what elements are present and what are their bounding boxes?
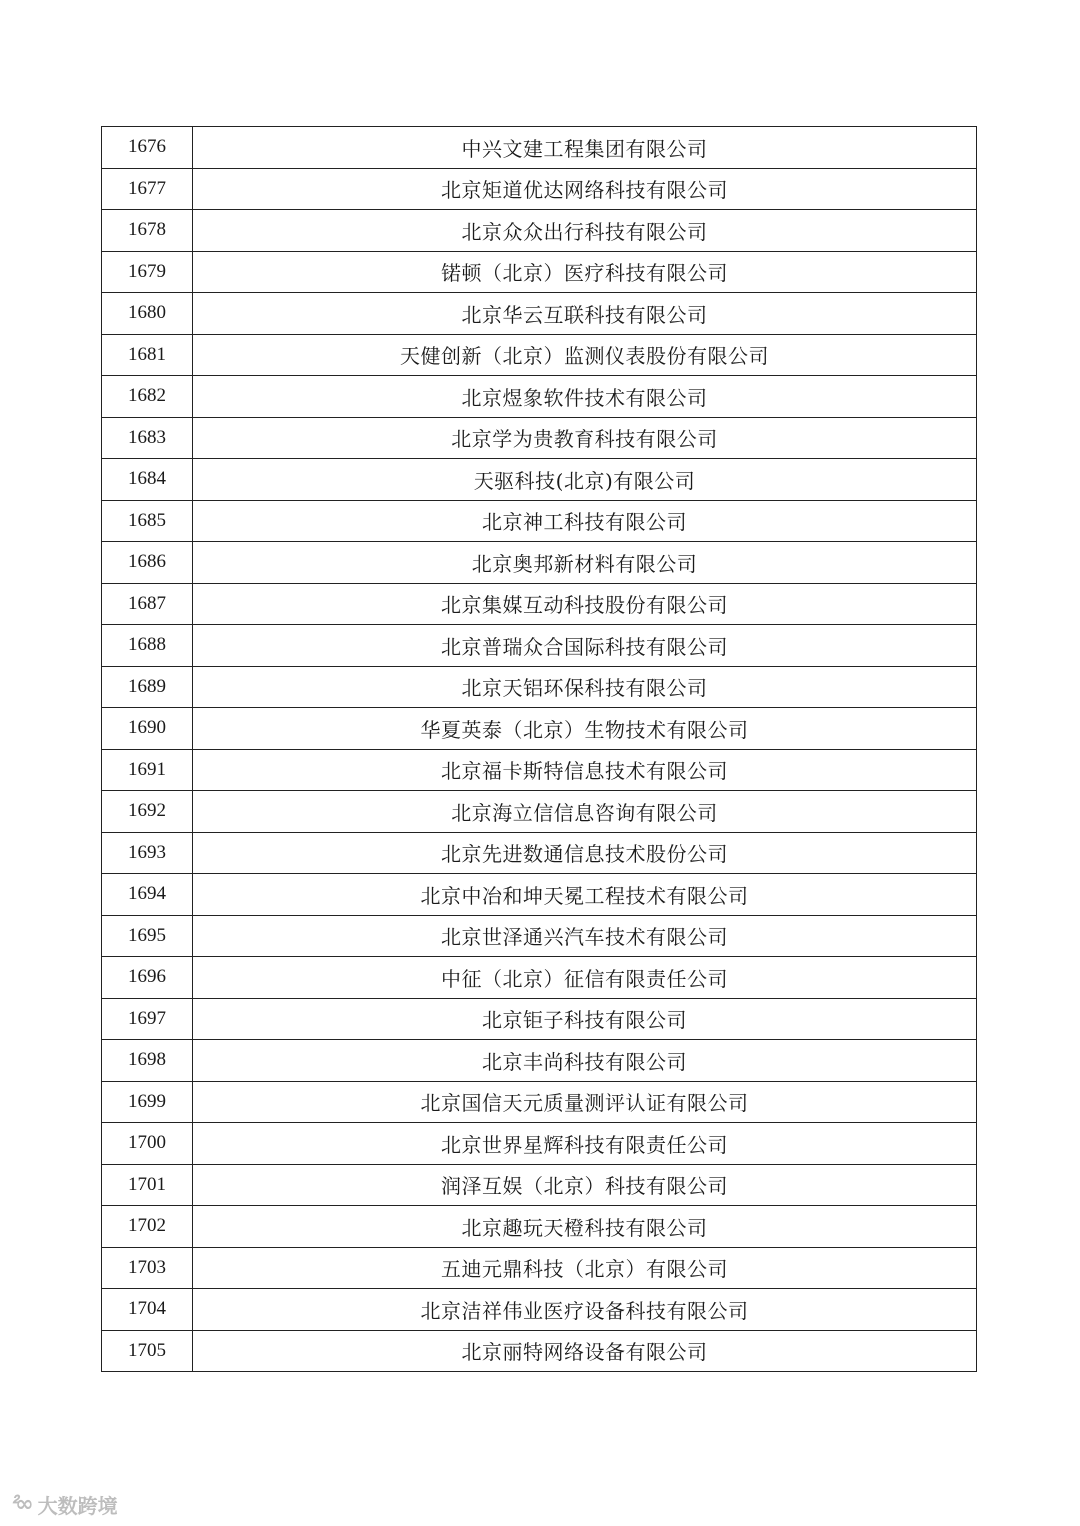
row-number: 1685 (102, 500, 193, 542)
table-row (102, 251, 977, 293)
table-row (102, 1164, 977, 1206)
table-row (102, 998, 977, 1040)
table-row (102, 583, 977, 625)
row-number: 1680 (102, 293, 193, 335)
row-number: 1686 (102, 542, 193, 584)
table-row (102, 459, 977, 501)
row-number: 1693 (102, 832, 193, 874)
row-number: 1705 (102, 1330, 193, 1372)
table-row (102, 293, 977, 335)
row-number: 1702 (102, 1206, 193, 1248)
company-name: 北京洁祥伟业医疗设备科技有限公司 (193, 1289, 977, 1331)
row-number: 1690 (102, 708, 193, 750)
row-number: 1701 (102, 1164, 193, 1206)
row-number: 1681 (102, 334, 193, 376)
company-name: 北京钜子科技有限公司 (193, 998, 977, 1040)
company-name: 北京矩道优达网络科技有限公司 (193, 168, 977, 210)
table-row (102, 1247, 977, 1289)
table-row (102, 542, 977, 584)
company-name: 润泽互娱（北京）科技有限公司 (193, 1164, 977, 1206)
watermark (10, 1490, 118, 1519)
row-number: 1704 (102, 1289, 193, 1331)
row-number: 1687 (102, 583, 193, 625)
row-number: 1677 (102, 168, 193, 210)
row-number: 1699 (102, 1081, 193, 1123)
table-row (102, 832, 977, 874)
watermark-text: 大数跨境 (37, 1494, 118, 1518)
company-name: 中征（北京）征信有限责任公司 (193, 957, 977, 999)
company-name: 北京国信天元质量测评认证有限公司 (193, 1081, 977, 1123)
company-name: 锘顿（北京）医疗科技有限公司 (193, 251, 977, 293)
table-row (102, 791, 977, 833)
company-name: 中兴文建工程集团有限公司 (193, 127, 977, 169)
table-row (102, 625, 977, 667)
row-number: 1703 (102, 1247, 193, 1289)
table-row (102, 127, 977, 169)
row-number: 1683 (102, 417, 193, 459)
company-name: 天健创新（北京）监测仪表股份有限公司 (193, 334, 977, 376)
company-name: 北京普瑞众合国际科技有限公司 (193, 625, 977, 667)
table-row (102, 874, 977, 916)
table-row (102, 500, 977, 542)
table-row (102, 210, 977, 252)
table-body (102, 127, 977, 1372)
row-number: 1676 (102, 127, 193, 169)
table-row (102, 1289, 977, 1331)
table-row (102, 708, 977, 750)
table-row (102, 1123, 977, 1165)
watermark-logo-icon: ᒾ∞ (10, 1492, 32, 1517)
company-name: 北京福卡斯特信息技术有限公司 (193, 749, 977, 791)
table-row (102, 915, 977, 957)
table-row (102, 957, 977, 999)
company-name: 北京天铝环保科技有限公司 (193, 666, 977, 708)
company-name: 北京中冶和坤天冕工程技术有限公司 (193, 874, 977, 916)
company-name: 北京神工科技有限公司 (193, 500, 977, 542)
table-row (102, 168, 977, 210)
row-number: 1694 (102, 874, 193, 916)
company-name: 北京煜象软件技术有限公司 (193, 376, 977, 418)
table-row (102, 1330, 977, 1372)
company-name: 北京众众出行科技有限公司 (193, 210, 977, 252)
table-row (102, 1040, 977, 1082)
company-name: 天驱科技(北京)有限公司 (193, 459, 977, 501)
row-number: 1684 (102, 459, 193, 501)
row-number: 1700 (102, 1123, 193, 1165)
table-row (102, 1206, 977, 1248)
company-name: 北京世界星辉科技有限责任公司 (193, 1123, 977, 1165)
company-name: 五迪元鼎科技（北京）有限公司 (193, 1247, 977, 1289)
row-number: 1688 (102, 625, 193, 667)
company-name: 北京先进数通信息技术股份公司 (193, 832, 977, 874)
table-row (102, 376, 977, 418)
company-name: 北京华云互联科技有限公司 (193, 293, 977, 335)
row-number: 1682 (102, 376, 193, 418)
company-name: 北京趣玩天橙科技有限公司 (193, 1206, 977, 1248)
table-row (102, 417, 977, 459)
company-name: 北京丰尚科技有限公司 (193, 1040, 977, 1082)
company-name: 北京学为贵教育科技有限公司 (193, 417, 977, 459)
row-number: 1695 (102, 915, 193, 957)
row-number: 1698 (102, 1040, 193, 1082)
row-number: 1692 (102, 791, 193, 833)
company-name: 北京海立信信息咨询有限公司 (193, 791, 977, 833)
row-number: 1697 (102, 998, 193, 1040)
company-list-table (101, 126, 977, 1372)
company-name: 北京丽特网络设备有限公司 (193, 1330, 977, 1372)
table-row (102, 749, 977, 791)
row-number: 1691 (102, 749, 193, 791)
row-number: 1696 (102, 957, 193, 999)
company-name: 北京奥邦新材料有限公司 (193, 542, 977, 584)
table-row (102, 1081, 977, 1123)
company-name: 北京世泽通兴汽车技术有限公司 (193, 915, 977, 957)
table-row (102, 666, 977, 708)
company-name: 北京集媒互动科技股份有限公司 (193, 583, 977, 625)
row-number: 1689 (102, 666, 193, 708)
row-number: 1679 (102, 251, 193, 293)
row-number: 1678 (102, 210, 193, 252)
table-row (102, 334, 977, 376)
company-name: 华夏英泰（北京）生物技术有限公司 (193, 708, 977, 750)
